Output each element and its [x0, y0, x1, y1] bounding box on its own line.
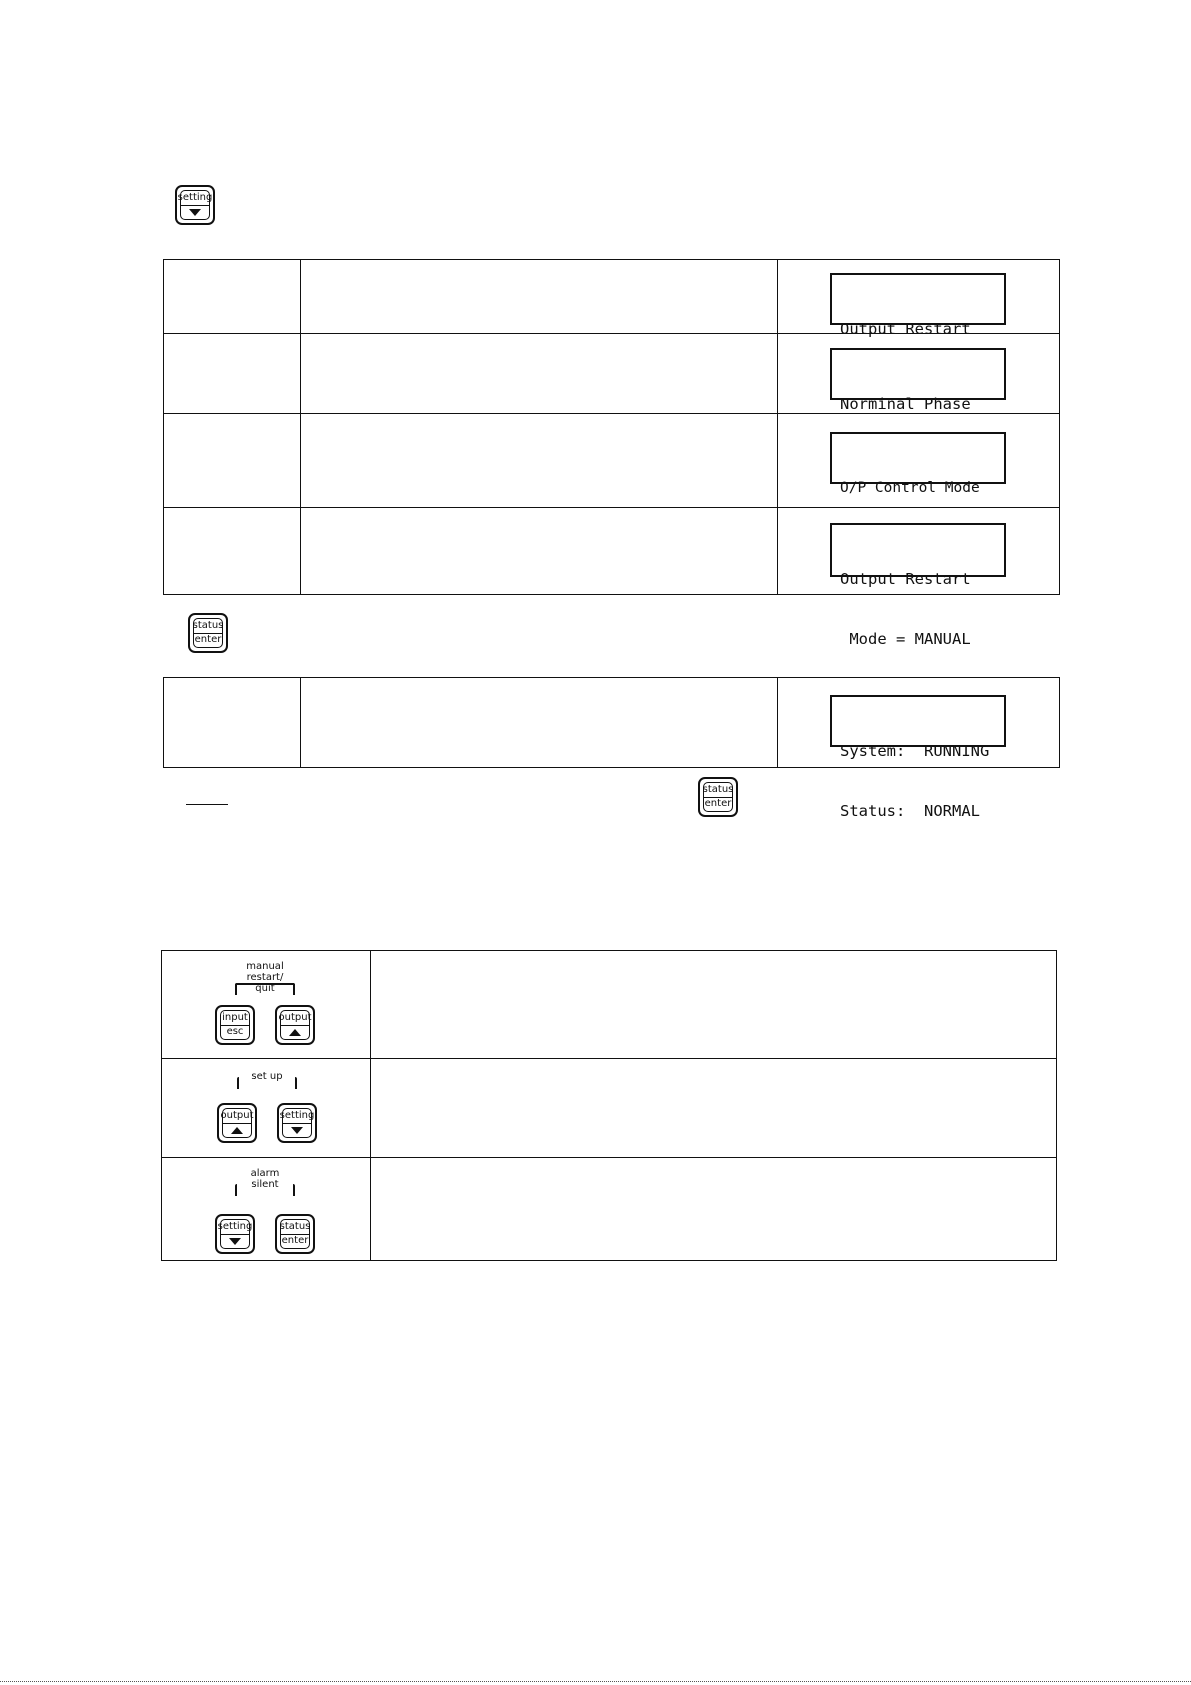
combo-cell — [162, 1059, 371, 1158]
setting-key-label: setting — [283, 1109, 311, 1124]
description-cell — [301, 678, 778, 768]
combo-caption: set up — [251, 1071, 283, 1082]
combo-cell — [162, 1158, 371, 1261]
lcd-cell — [778, 414, 1060, 508]
output-key[interactable] — [217, 1103, 257, 1143]
step-cell — [164, 508, 301, 595]
note-underline — [186, 804, 228, 805]
combo-caption: manual restart/ quit — [246, 961, 284, 994]
lcd-line-2: Status: NORMAL — [840, 802, 980, 820]
status-enter-key[interactable] — [275, 1214, 315, 1254]
bracket-icon — [235, 983, 295, 995]
description-cell — [371, 951, 1057, 1059]
lcd-display — [830, 432, 1006, 496]
set-up-combo — [212, 1071, 322, 1143]
enter-key-label: enter — [194, 634, 222, 645]
description-cell — [301, 508, 778, 595]
status-key-label: status — [281, 1220, 309, 1235]
lcd-line-1: Norminal Phase — [840, 395, 971, 413]
step-cell — [164, 260, 301, 334]
status-enter-key[interactable] — [188, 613, 228, 653]
setting-key[interactable] — [175, 185, 215, 225]
combo-cell — [162, 951, 371, 1059]
lcd-display — [830, 273, 1006, 338]
description-cell — [301, 414, 778, 508]
lcd-cell — [778, 260, 1060, 338]
description-cell — [371, 1158, 1057, 1261]
enter-key-label: enter — [281, 1235, 309, 1246]
input-esc-key[interactable] — [215, 1005, 255, 1045]
setting-key-label: setting — [221, 1220, 249, 1235]
alarm-silent-combo — [210, 1168, 320, 1254]
page-bottom-dotted-line — [0, 1681, 1191, 1682]
manual-restart-quit-combo — [210, 961, 320, 1045]
lcd-cell — [778, 508, 1060, 648]
key-combination-table — [161, 950, 1057, 1261]
lcd-line-1: System: RUNNING — [840, 742, 990, 760]
lcd-line-2: Mode = MANUAL — [840, 630, 971, 648]
setting-key-label: setting — [181, 191, 209, 206]
output-key-label: output — [223, 1109, 251, 1124]
lcd-display — [830, 523, 1006, 648]
combo-caption: alarm silent — [250, 1168, 280, 1190]
setting-key[interactable] — [277, 1103, 317, 1143]
description-cell — [301, 260, 778, 334]
lcd-display — [830, 348, 1006, 413]
down-arrow-icon — [189, 209, 201, 216]
step-cell — [164, 678, 301, 768]
bracket-icon — [237, 1077, 297, 1089]
down-arrow-icon — [229, 1238, 241, 1245]
lcd-line-1: Output Restart — [840, 320, 971, 338]
up-arrow-icon — [289, 1029, 301, 1036]
status-key-label: status — [194, 619, 222, 634]
esc-key-label: esc — [226, 1026, 244, 1037]
output-key-label: output — [281, 1011, 309, 1026]
output-key[interactable] — [275, 1005, 315, 1045]
enter-key-label: enter — [704, 798, 732, 809]
lcd-cell — [778, 334, 1060, 414]
description-cell — [301, 334, 778, 414]
status-key-label: status — [704, 783, 732, 798]
lcd-line-1: Output Restart — [840, 570, 971, 588]
input-key-label: input — [221, 1011, 249, 1026]
step-cell — [164, 414, 301, 508]
lcd-line-1: O/P Control Mode — [840, 480, 980, 496]
lcd-display — [830, 695, 1006, 820]
lcd-cell — [778, 678, 1060, 820]
description-cell — [371, 1059, 1057, 1158]
down-arrow-icon — [291, 1127, 303, 1134]
setting-key[interactable] — [215, 1214, 255, 1254]
bracket-icon — [235, 1184, 295, 1196]
up-arrow-icon — [231, 1127, 243, 1134]
step-cell — [164, 334, 301, 414]
status-enter-key-inline[interactable] — [698, 777, 738, 817]
